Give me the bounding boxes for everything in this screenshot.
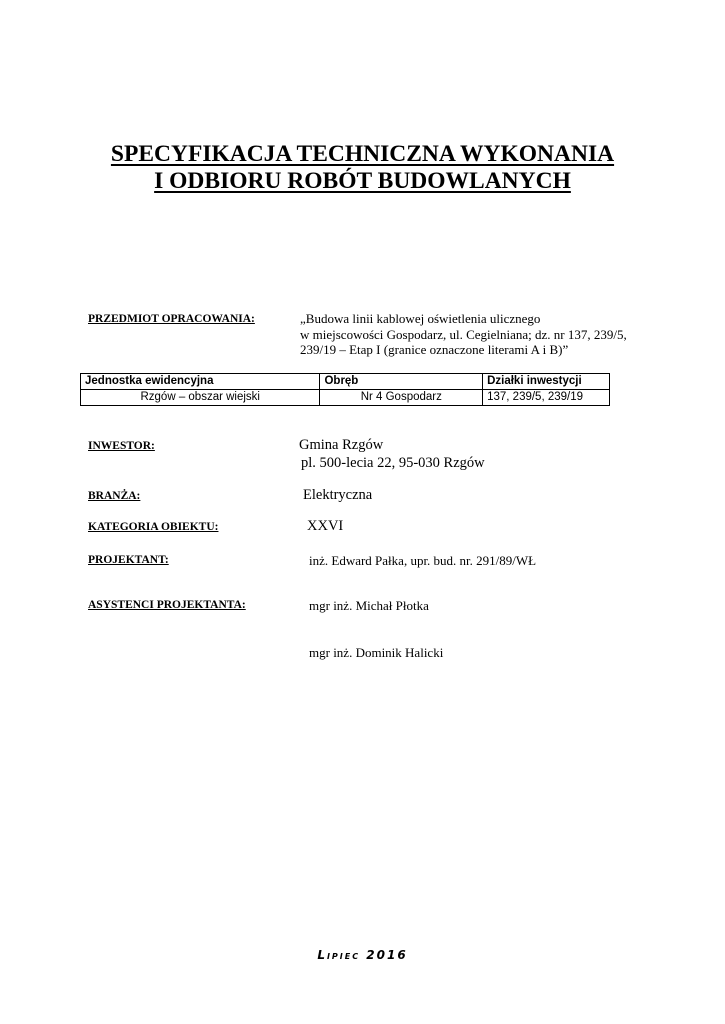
category-value: XXVI bbox=[307, 518, 344, 534]
table-header-cell: Działki inwestycji bbox=[483, 374, 610, 390]
investor-address: pl. 500-lecia 22, 95-030 Rzgów bbox=[301, 455, 485, 471]
branch-label: BRANŻA: bbox=[88, 490, 141, 502]
assistant-name: mgr inż. Michał Płotka bbox=[309, 598, 429, 613]
parcel-table bbox=[80, 373, 610, 406]
footer-date-text: Lipiec 2016 bbox=[317, 948, 408, 962]
table-cell: 137, 239/5, 239/19 bbox=[483, 390, 610, 406]
table-row bbox=[81, 390, 610, 406]
subject-line: w miejscowości Gospodarz, ul. Cegielniana; dz. nr 137, 239/5, bbox=[300, 326, 627, 342]
table-cell: Nr 4 Gospodarz bbox=[320, 390, 483, 406]
designer-value: inż. Edward Pałka, upr. bud. nr. 291/89/WŁ bbox=[309, 553, 537, 568]
subject-label: PRZEDMIOT OPRACOWANIA: bbox=[88, 313, 255, 325]
table-header-cell: Jednostka ewidencyjna bbox=[81, 374, 320, 390]
subject-line: 239/19 – Etap I (granice oznaczone literami A i B)” bbox=[300, 342, 569, 357]
category-label: KATEGORIA OBIEKTU: bbox=[88, 521, 219, 533]
footer-date bbox=[0, 948, 725, 962]
investor-name: Gmina Rzgów bbox=[299, 437, 384, 453]
assistants-label: ASYSTENCI PROJEKTANTA: bbox=[88, 599, 246, 611]
designer-label: PROJEKTANT: bbox=[88, 554, 169, 566]
assistant-name: mgr inż. Dominik Halicki bbox=[309, 645, 444, 660]
subject-text bbox=[300, 311, 627, 358]
subject-line: „Budowa linii kablowej oświetlenia ulicznego bbox=[300, 311, 541, 326]
table-header-cell: Obręb bbox=[320, 374, 483, 390]
table-header-row bbox=[81, 374, 610, 390]
branch-value: Elektryczna bbox=[303, 487, 373, 503]
table-cell: Rzgów – obszar wiejski bbox=[81, 390, 320, 406]
investor-label: INWESTOR: bbox=[88, 440, 155, 452]
document-title-line-1: SPECYFIKACJA TECHNICZNA WYKONANIA bbox=[110, 141, 615, 167]
document-title-line-2: I ODBIORU ROBÓT BUDOWLANYCH bbox=[154, 168, 571, 194]
